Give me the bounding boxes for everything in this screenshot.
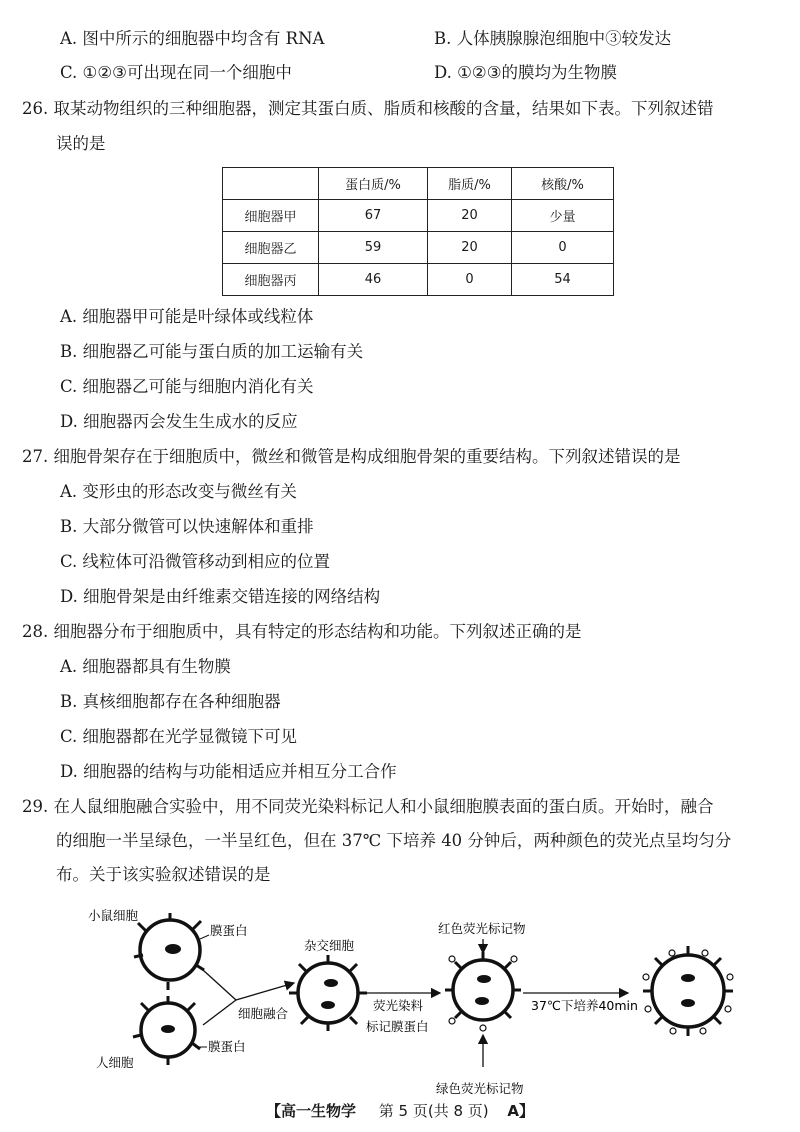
- table-header-cell: 脂质/%: [428, 168, 512, 200]
- mouse-cell-label: 小鼠细胞: [88, 908, 139, 923]
- table-cell: 20: [428, 200, 512, 232]
- final-mixed-cell: [643, 946, 733, 1036]
- page-footer: [0, 1100, 800, 1121]
- table-cell: 细胞器甲: [223, 200, 319, 232]
- table-header-cell: [223, 168, 319, 200]
- table-cell: 46: [319, 264, 428, 296]
- table-header-cell: 核酸/%: [512, 168, 614, 200]
- hybrid-cell-label: 杂交细胞: [304, 938, 355, 953]
- table-cell: 细胞器乙: [223, 232, 319, 264]
- table-cell: 细胞器丙: [223, 264, 319, 296]
- q29-stem-cont-2: 布。关于该实验叙述错误的是: [56, 865, 271, 884]
- table-cell: 少量: [512, 200, 614, 232]
- incubate-label: 37℃下培养40min: [531, 998, 638, 1013]
- hybrid-cell: [289, 955, 367, 1031]
- q26-stem-cont: 误的是: [56, 134, 106, 153]
- cell-fusion-diagram: [88, 895, 758, 1100]
- dye-label-line1: 荧光染料: [373, 998, 424, 1013]
- q29-stem: 29. 在人鼠细胞融合实验中，用不同荧光染料标记人和小鼠细胞膜表面的蛋白质。开始时，融合: [22, 797, 714, 816]
- q26-option-a: A. 细胞器甲可能是叶绿体或线粒体: [60, 307, 314, 326]
- q26-data-table: [222, 167, 614, 296]
- q28-stem: 28. 细胞器分布于细胞质中，具有特定的形态结构和功能。下列叙述正确的是: [22, 622, 582, 641]
- human-cell: [133, 996, 207, 1065]
- q25-option-a: A. 图中所示的细胞器中均含有 RNA: [60, 29, 325, 48]
- q28-option-b: B. 真核细胞都存在各种细胞器: [60, 692, 281, 711]
- red-marker-label: 红色荧光标记物: [438, 921, 526, 936]
- footer-page: 第 5 页(共 8 页): [378, 1102, 489, 1120]
- q27-option-b: B. 大部分微管可以快速解体和重排: [60, 517, 314, 536]
- q28-option-a: A. 细胞器都具有生物膜: [60, 657, 231, 676]
- table-cell: 0: [428, 264, 512, 296]
- labeled-hybrid-cell: [445, 952, 521, 1031]
- table-row: [223, 232, 614, 264]
- table-cell: 54: [512, 264, 614, 296]
- membrane-protein-label-bottom: 膜蛋白: [208, 1039, 246, 1054]
- q26-option-c: C. 细胞器乙可能与细胞内消化有关: [60, 377, 314, 396]
- footer-subject: 【高一生物学: [265, 1102, 356, 1120]
- membrane-protein-label-top: 膜蛋白: [210, 923, 248, 938]
- q29-stem-cont-1: 的细胞一半呈绿色，一半呈红色，但在 37℃ 下培养 40 分钟后，两种颜色的荧光点呈均匀分: [56, 831, 732, 850]
- table-header-cell: 蛋白质/%: [319, 168, 428, 200]
- q28-option-d: D. 细胞器的结构与功能相适应并相互分工合作: [60, 762, 397, 781]
- q27-option-a: A. 变形虫的形态改变与微丝有关: [60, 482, 297, 501]
- q27-option-c: C. 线粒体可沿微管移动到相应的位置: [60, 552, 331, 571]
- green-marker-label: 绿色荧光标记物: [436, 1081, 524, 1096]
- table-cell: 59: [319, 232, 428, 264]
- table-cell: 20: [428, 232, 512, 264]
- q26-stem: 26. 取某动物组织的三种细胞器，测定其蛋白质、脂质和核酸的含量，结果如下表。下列叙述错: [22, 99, 714, 118]
- human-cell-label: 人细胞: [96, 1055, 134, 1070]
- table-row: [223, 200, 614, 232]
- table-header-row: [223, 168, 614, 200]
- q26-option-d: D. 细胞器丙会发生生成水的反应: [60, 412, 298, 431]
- footer-version: A】: [507, 1102, 535, 1120]
- q25-option-c: C. ①②③可出现在同一个细胞中: [60, 63, 292, 82]
- q27-stem: 27. 细胞骨架存在于细胞质中，微丝和微管是构成细胞骨架的重要结构。下列叙述错误的是: [22, 447, 681, 466]
- table-cell: 67: [319, 200, 428, 232]
- q26-option-b: B. 细胞器乙可能与蛋白质的加工运输有关: [60, 342, 364, 361]
- table-cell: 0: [512, 232, 614, 264]
- table-row: [223, 264, 614, 296]
- q27-option-d: D. 细胞骨架是由纤维素交错连接的网络结构: [60, 587, 381, 606]
- q25-option-d: D. ①②③的膜均为生物膜: [434, 63, 618, 82]
- q28-option-c: C. 细胞器都在光学显微镜下可见: [60, 727, 298, 746]
- mouse-cell: [134, 913, 209, 990]
- q25-option-b: B. 人体胰腺腺泡细胞中③较发达: [434, 29, 672, 48]
- dye-label-line2: 标记膜蛋白: [366, 1019, 429, 1034]
- cell-fusion-label: 细胞融合: [238, 1006, 289, 1021]
